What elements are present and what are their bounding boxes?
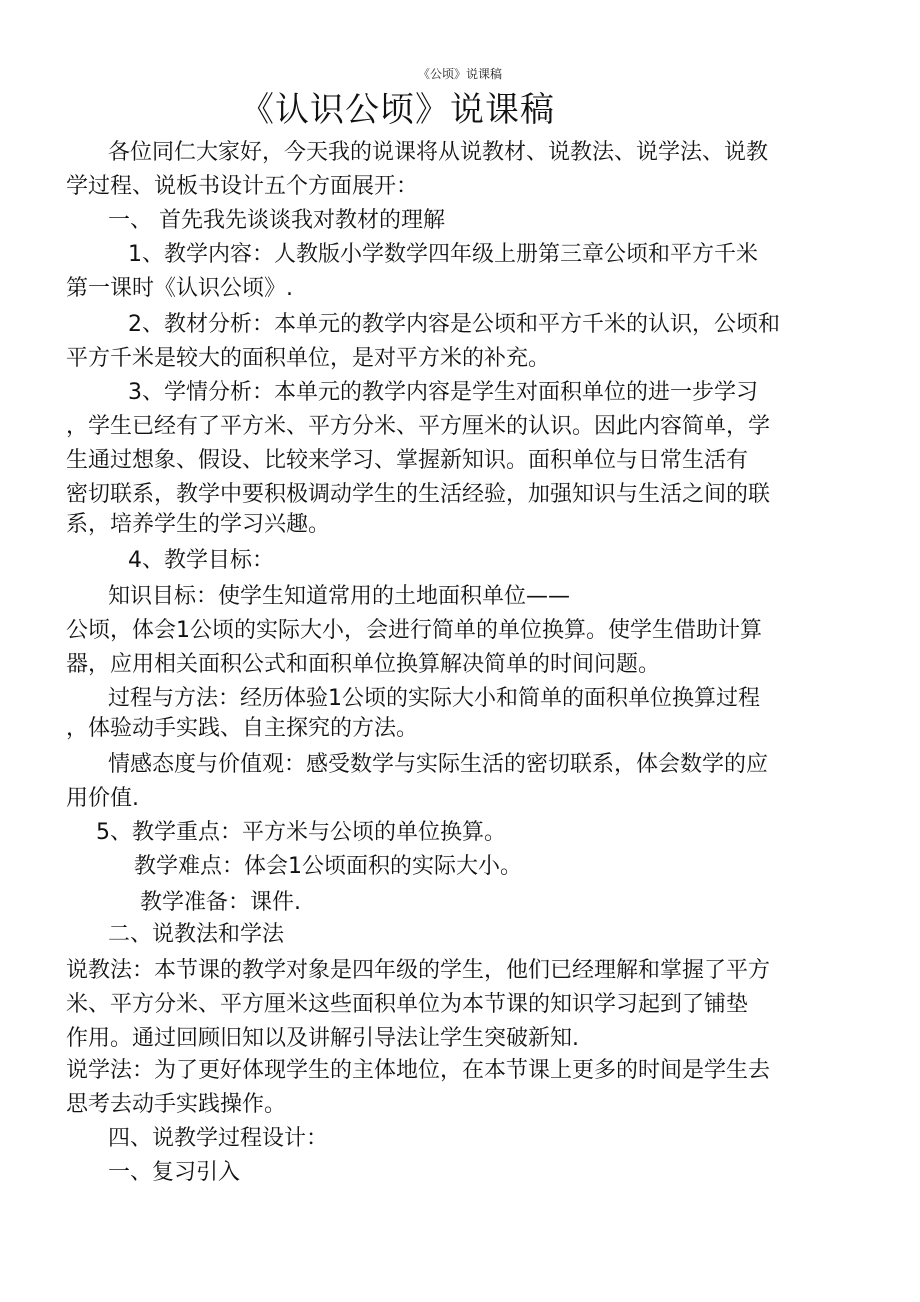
method-teach-line-3: 作用。通过回顾旧知以及讲解引导法让学生突破新知. xyxy=(66,1026,579,1051)
goal-knowledge-line-3: 器，应用相关面积公式和面积单位换算解决简单的时间问题。 xyxy=(66,652,661,677)
item-3-line-4: 密切联系，教学中要积极调动学生的生活经验，加强知识与生活之间的联 xyxy=(66,482,771,507)
item-5-line: 5、教学重点：平方米与公顷的单位换算。 xyxy=(96,820,506,845)
item-3-line-5: 系，培养学生的学习兴趣。 xyxy=(66,512,331,537)
item-2-line-2: 平方千米是较大的面积单位，是对平方米的补充。 xyxy=(66,346,551,371)
section-4-heading: 四、说教学过程设计： xyxy=(108,1126,329,1151)
method-teach-line-1: 说教法：本节课的教学对象是四年级的学生，他们已经理解和掌握了平方 xyxy=(66,958,771,983)
running-header: 《公顷》说课稿 xyxy=(417,67,502,81)
document-title: 《认识公顷》说课稿 xyxy=(240,90,555,130)
section-1-heading: 一、 首先我先谈谈我对教材的理解 xyxy=(108,208,445,233)
method-learn-line-1: 说学法：为了更好体现学生的主体地位，在本节课上更多的时间是学生去 xyxy=(66,1058,771,1083)
section-2-heading: 二、说教法和学法 xyxy=(108,922,285,947)
item-3-line-1: 3、学情分析：本单元的教学内容是学生对面积单位的进一步学习 xyxy=(128,380,758,405)
method-learn-line-2: 思考去动手实践操作。 xyxy=(66,1092,287,1117)
subsection-1-heading: 一、复习引入 xyxy=(108,1160,241,1185)
item-3-line-2: ，学生已经有了平方米、平方分米、平方厘米的认识。因此内容简单，学 xyxy=(66,414,771,439)
item-1-line-2: 第一课时《认识公顷》. xyxy=(66,276,293,301)
goal-process-line-2: ，体验动手实践、自主探究的方法。 xyxy=(66,716,419,741)
intro-line-1: 各位同仁大家好，今天我的说课将从说教材、说教法、说学法、说教 xyxy=(108,140,769,165)
goal-process-line-1: 过程与方法：经历体验1公顷的实际大小和简单的面积单位换算过程 xyxy=(108,686,760,711)
item-2-line-1: 2、教材分析：本单元的教学内容是公顷和平方千米的认识，公顷和 xyxy=(128,312,780,337)
goal-emotion-line-1: 情感态度与价值观：感受数学与实际生活的密切联系，体会数学的应 xyxy=(108,752,769,777)
item-1-line-1: 1、教学内容：人教版小学数学四年级上册第三章公顷和平方千米 xyxy=(128,242,758,267)
method-teach-line-2: 米、平方分米、平方厘米这些面积单位为本节课的知识学习起到了铺垫 xyxy=(66,992,749,1017)
goal-emotion-line-2: 用价值. xyxy=(66,786,139,811)
intro-line-2: 学过程、说板书设计五个方面展开： xyxy=(66,174,419,199)
goal-knowledge-line-2: 公顷，体会1公顷的实际大小，会进行简单的单位换算。使学生借助计算 xyxy=(66,618,762,643)
item-3-line-3: 生通过想象、假设、比较来学习、掌握新知识。面积单位与日常生活有 xyxy=(66,448,749,473)
item-4-heading: 4、教学目标： xyxy=(128,548,274,573)
goal-knowledge-line-1: 知识目标：使学生知道常用的土地面积单位—— xyxy=(108,584,571,609)
preparation-line: 教学准备：课件. xyxy=(140,890,301,915)
difficulty-line: 教学难点：体会1公顷面积的实际大小。 xyxy=(134,854,522,879)
